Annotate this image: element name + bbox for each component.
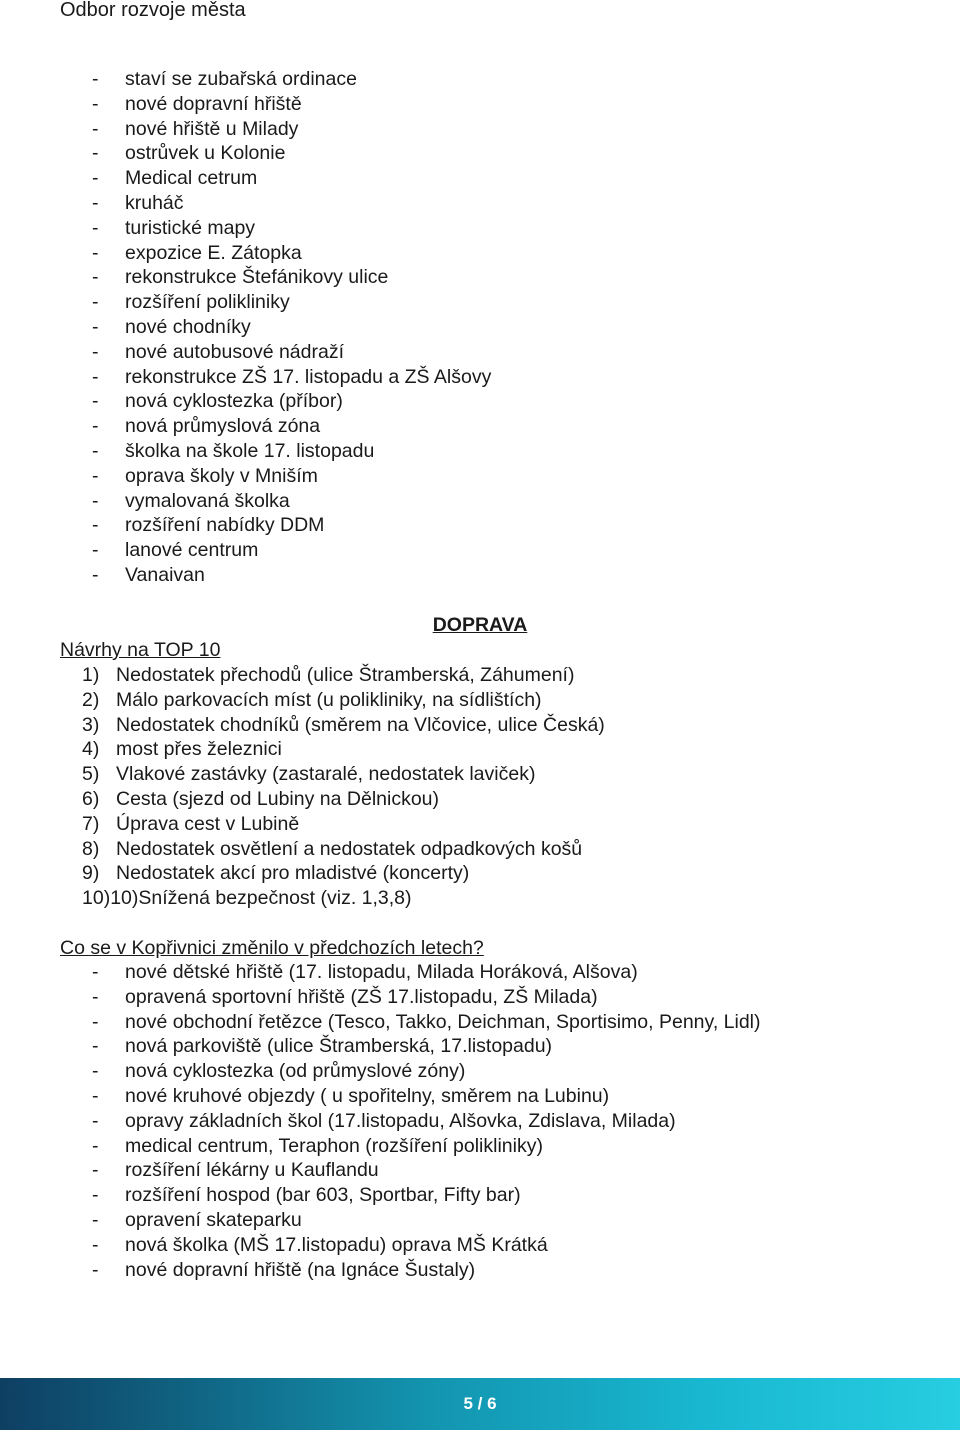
list-item [0,166,960,190]
list-item [0,117,960,141]
list-item-text: turistické mapy [125,216,256,239]
list-item-text: medical centrum, Teraphon (rozšíření polikliniky) [125,1134,543,1157]
list-item [0,489,960,513]
bullet-dash: - [92,489,99,512]
change-item [0,1183,960,1207]
top10-title: Návrhy na TOP 10 [60,639,221,661]
bullet-dash: - [92,539,99,562]
list-item-text: expozice E. Zátopka [125,241,302,264]
list-item-text: nová cyklostezka (od průmyslové zóny) [125,1060,466,1083]
change-item [0,1109,960,1133]
list-item-text: rozšíření hospod (bar 603, Sportbar, Fifty bar) [125,1184,521,1207]
item-text: Nedostatek přechodů (ulice Štramberská, Záhumení) [116,664,575,686]
list-item [0,92,960,116]
list-item-text: rozšíření nabídky DDM [125,514,325,537]
list-item [0,216,960,240]
list-item [0,191,960,215]
item-number: 3) [82,713,100,736]
bullet-dash: - [92,167,99,190]
bullet-dash: - [92,340,99,363]
change-item [0,1208,960,1232]
item-number-and-text [82,886,412,910]
list-item-text: opravy základních škol (17.listopadu, Alšovka, Zdislava, Milada) [125,1109,676,1132]
list-item-text: opravená sportovní hřiště (ZŠ 17.listopadu, ZŠ Milada) [125,985,598,1008]
list-item-text: nové obchodní řetězce (Tesco, Takko, Deichman, Sportisimo, Penny, Lidl) [125,1010,761,1033]
item-text: Cesta (sjezd od Lubiny na Dělnickou) [116,788,440,810]
section-heading-doprava: DOPRAVA [432,614,528,636]
list-item [0,241,960,265]
bullet-dash: - [92,266,99,289]
list-item [0,538,960,562]
list-item [0,563,960,587]
bullet-dash: - [92,440,99,462]
list-item-text: nové dětské hřiště (17. listopadu, Milada Horáková, Alšova) [125,961,638,983]
list-item-text: Vanaivan [125,564,205,586]
bullet-dash: - [92,1159,99,1182]
list-item [0,414,960,438]
list-item-text: nové hřiště u Milady [125,117,299,140]
list-item-text: rekonstrukce ZŠ 17. listopadu a ZŠ Alšovy [125,365,492,388]
list-item-text: nová školka (MŠ 17.listopadu) oprava MŠ Krátká [125,1233,548,1256]
list-item-text: rozšíření lékárny u Kauflandu [125,1159,379,1182]
list-item [0,67,960,91]
bullet-dash: - [92,1233,99,1256]
item-number: 2) [82,688,100,711]
bullet-dash: - [92,1134,99,1157]
change-item [0,985,960,1009]
list-item-text: kruháč [125,192,184,214]
change-item [0,1059,960,1083]
bullet-dash: - [92,464,99,487]
list-item [0,340,960,364]
list-item [0,513,960,537]
list-item-text: nové dopravní hřiště (na Ignáce Šustaly) [125,1258,476,1281]
change-item [0,1158,960,1182]
top10-item [0,737,960,761]
list-item [0,315,960,339]
list-item-text: nové kruhové objezdy ( u spořitelny, směrem na Lubinu) [125,1085,610,1107]
bullet-dash: - [92,1010,99,1033]
list-item-text: školka na škole 17. listopadu [125,440,375,462]
item-text: Vlakové zastávky (zastaralé, nedostatek laviček) [116,763,536,786]
list-item-text: staví se zubařská ordinace [125,68,357,90]
top10-item [0,787,960,811]
list-item-text: nová parkoviště (ulice Štramberská, 17.listopadu) [125,1035,553,1058]
item-number: 7) [82,812,100,835]
item-text: Nedostatek chodníků (směrem na Vlčovice, ulice Česká) [116,713,605,736]
item-text: most přes železnici [116,738,282,761]
item-text: Nedostatek akcí pro mladistvé (koncerty) [116,862,470,885]
top10-item [0,688,960,712]
list-item [0,141,960,165]
change-item [0,1084,960,1108]
item-number: 5) [82,763,100,786]
bullet-dash: - [92,1035,99,1058]
changes-title: Co se v Kopřivnici změnilo v předchozích letech? [60,937,484,959]
item-text: Úprava cest v Lubině [116,812,300,835]
bullet-dash: - [92,415,99,438]
bullet-dash: - [92,1060,99,1083]
bullet-dash: - [92,1184,99,1207]
list-item-text: rekonstrukce Štefánikovy ulice [125,266,389,289]
bullet-dash: - [92,985,99,1008]
change-item [0,1233,960,1257]
top10-item [0,812,960,836]
list-item [0,439,960,463]
list-item [0,389,960,413]
item-number: 1) [82,664,100,686]
item-number: 9) [82,862,100,885]
change-item [0,1134,960,1158]
footer-bar [0,1378,960,1430]
bullet-dash: - [92,1209,99,1231]
list-item-text: lanové centrum [125,539,259,562]
page-number: 5 / 6 [463,1394,497,1413]
list-item-text: oprava školy v Mniším [125,464,318,487]
list-item-text: nové autobusové nádraží [125,340,344,363]
bullet-dash: - [92,142,99,165]
top10-item [0,861,960,885]
top10-item [0,762,960,786]
page-header-title: Odbor rozvoje města [60,0,246,21]
bullet-dash: - [92,564,99,586]
bullet-dash: - [92,316,99,338]
change-item [0,1010,960,1034]
list-item-text: nová průmyslová zóna [125,415,321,438]
list-item-text: Medical cetrum [125,167,258,190]
change-item [0,1034,960,1058]
bullet-dash: - [92,1109,99,1132]
item-text: 10)Snížená bezpečnost (viz. 1,3,8) [110,887,412,910]
item-number: 4) [82,738,100,761]
bullet-dash: - [92,365,99,388]
bullet-dash: - [92,241,99,264]
bullet-dash: - [92,216,99,239]
top10-item [0,886,960,910]
bullet-dash: - [92,117,99,140]
list-item [0,464,960,488]
top10-item [0,713,960,737]
list-item [0,365,960,389]
change-item [0,1258,960,1282]
list-item-text: nové chodníky [125,316,251,338]
list-item [0,265,960,289]
bullet-dash: - [92,1258,99,1281]
list-item-text: ostrůvek u Kolonie [125,142,286,165]
bullet-dash: - [92,92,99,115]
list-item-text: opravení skateparku [125,1209,302,1231]
list-item [0,290,960,314]
item-number: 10) [82,887,111,910]
list-item-text: vymalovaná školka [125,489,290,512]
top10-item [0,837,960,861]
item-number: 6) [82,788,100,810]
bullet-dash: - [92,390,99,413]
item-text: Málo parkovacích míst (u polikliniky, na sídlištích) [116,688,542,711]
bullet-dash: - [92,514,99,537]
item-number: 8) [82,837,100,860]
list-item-text: nové dopravní hřiště [125,92,302,115]
top10-item [0,663,960,687]
bullet-dash: - [92,192,99,214]
list-item-text: rozšíření polikliniky [125,291,290,314]
bullet-dash: - [92,961,99,983]
bullet-dash: - [92,291,99,314]
item-text: Nedostatek osvětlení a nedostatek odpadkových košů [116,837,583,860]
list-item-text: nová cyklostezka (příbor) [125,390,343,413]
bullet-dash: - [92,68,99,90]
bullet-dash: - [92,1085,99,1107]
change-item [0,960,960,984]
